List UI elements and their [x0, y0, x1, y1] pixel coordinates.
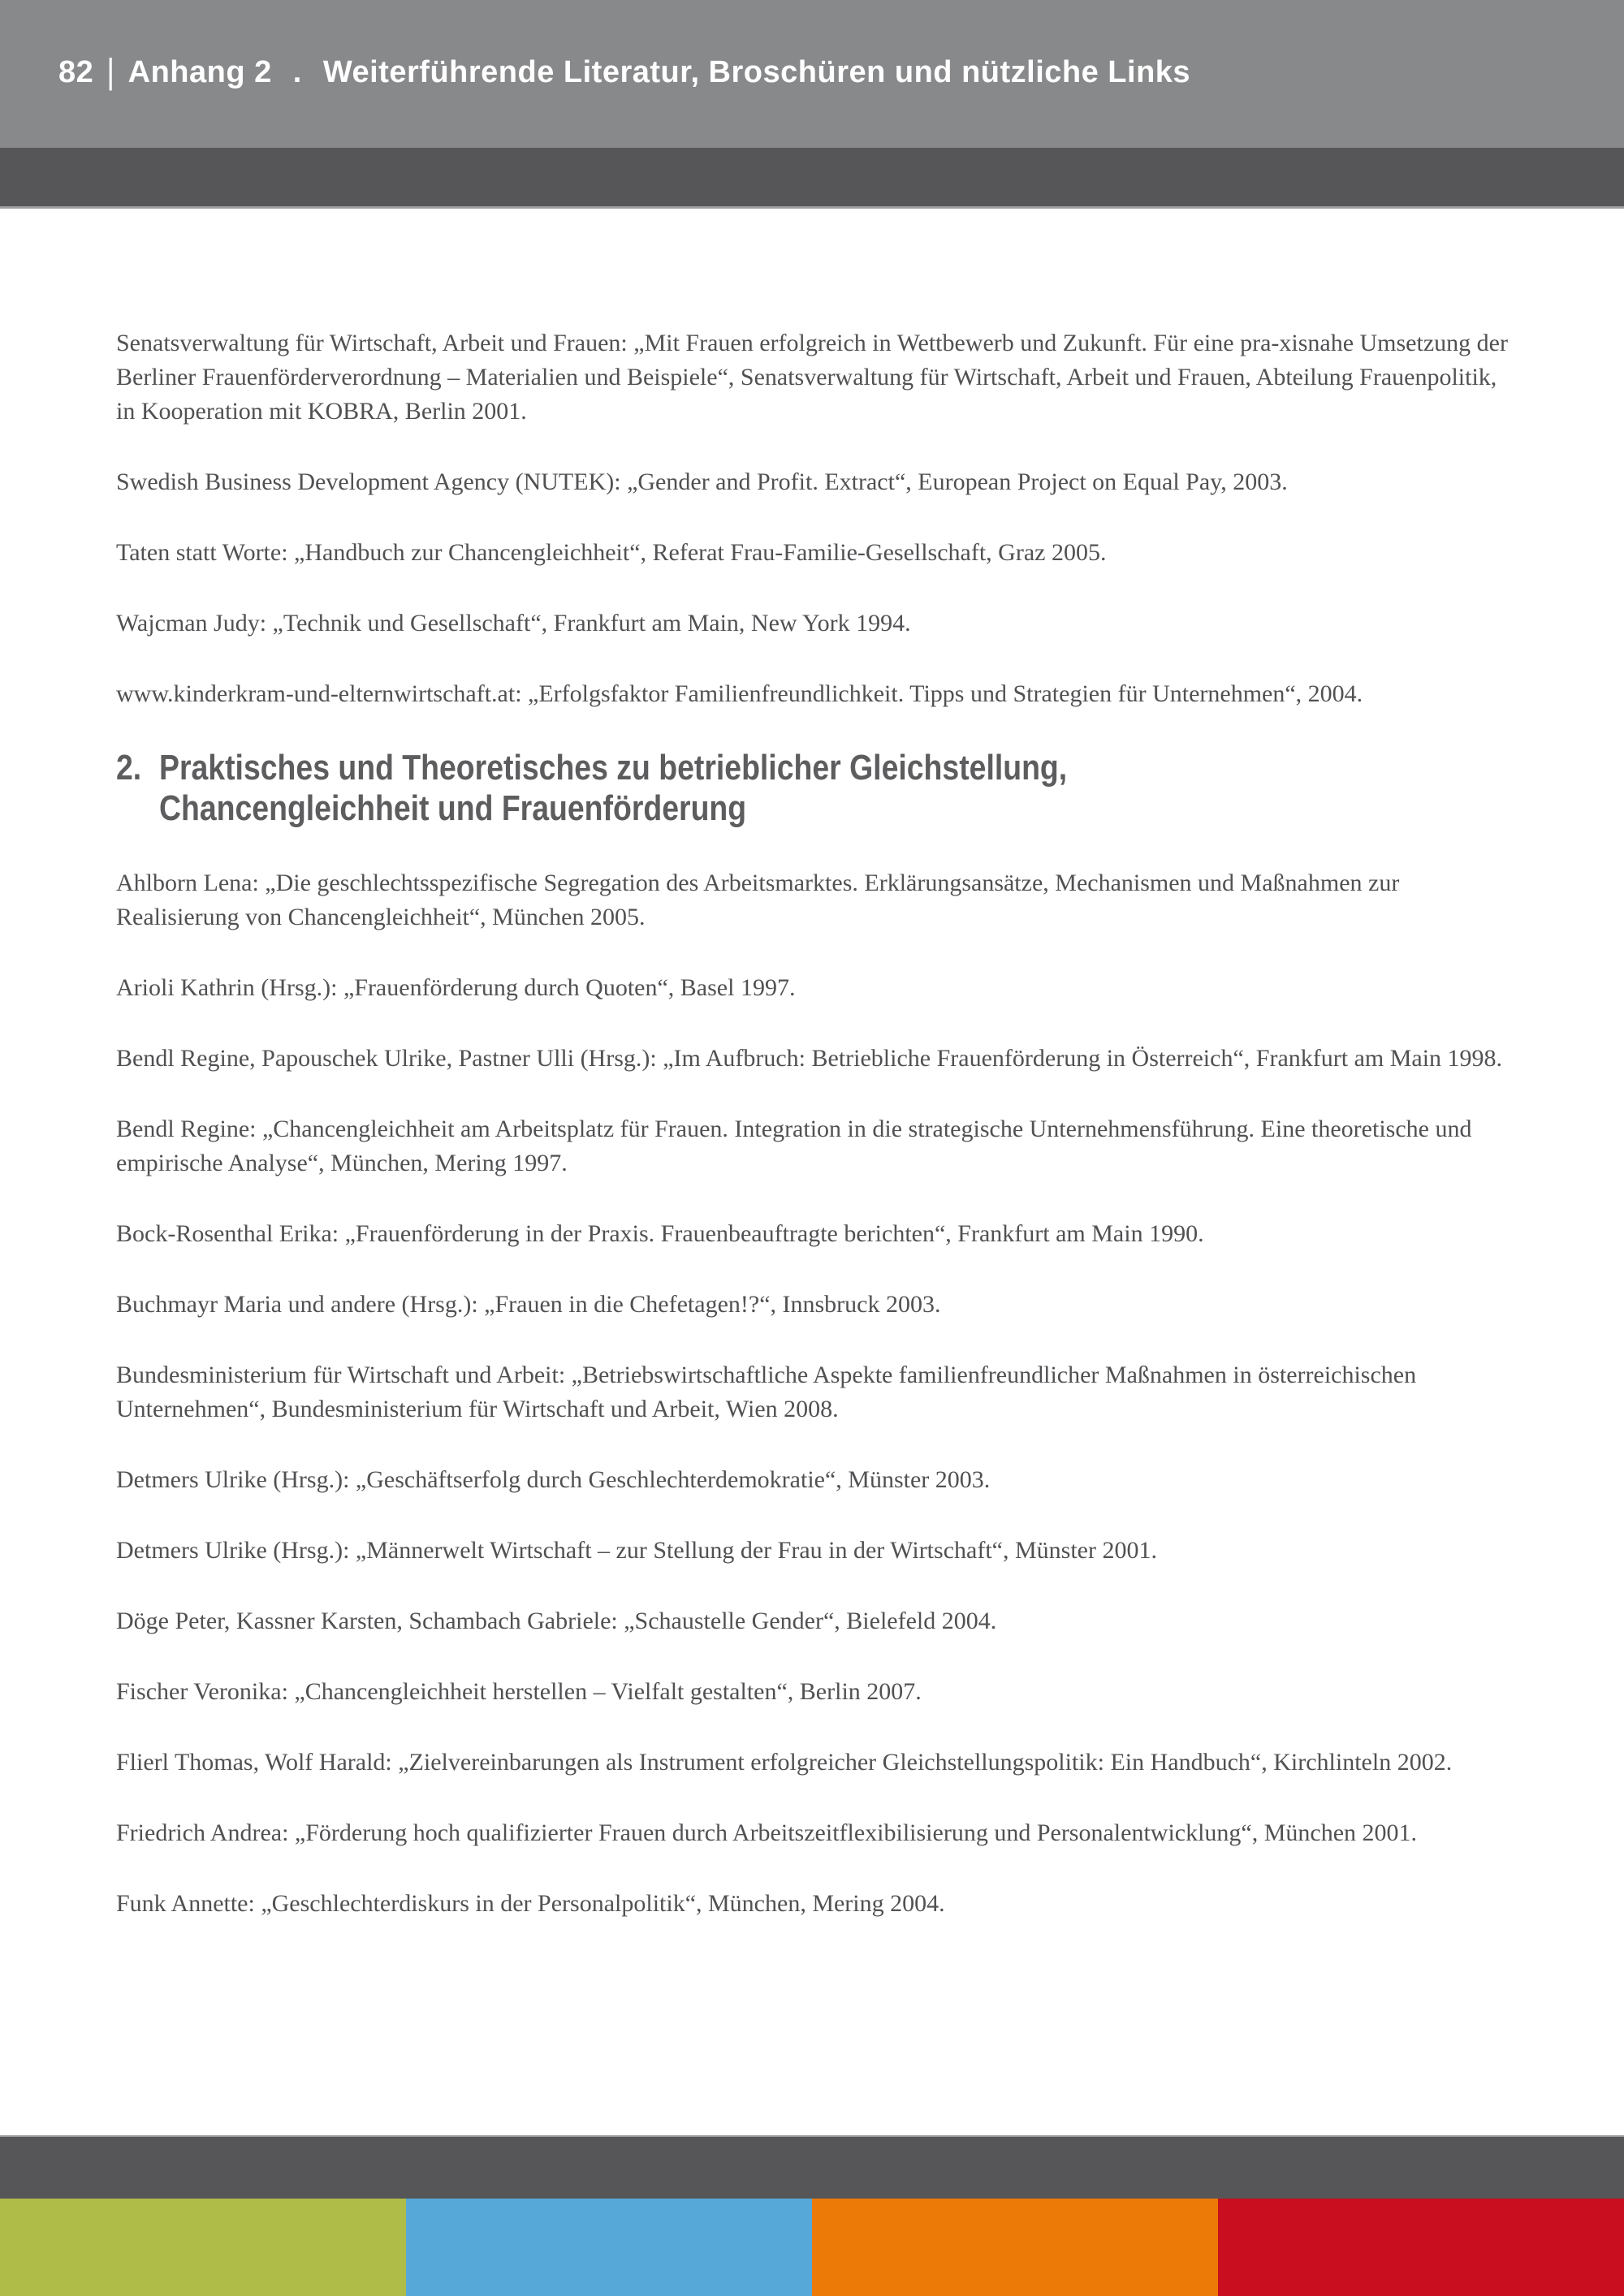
reference-entry: Wajcman Judy: „Technik und Gesellschaft“, Frankfurt am Main, New York 1994.: [116, 610, 911, 637]
header-separator-bar: |: [106, 52, 115, 92]
reference-entry: Bock-Rosenthal Erika: „Frauenförderung in der Praxis. Frauenbeauftragte berichten“, Frankfurt am Main 1990.: [116, 1220, 1204, 1247]
reference-entry: Buchmayr Maria und andere (Hrsg.): „Frauen in die Chefetagen!?“, Innsbruck 2003.: [116, 1291, 941, 1318]
page-header-text: [58, 52, 1191, 92]
reference-entry: Arioli Kathrin (Hrsg.): „Frauenförderung durch Quoten“, Basel 1997.: [116, 974, 796, 1001]
footer-color-bars: [0, 2199, 1624, 2296]
reference-entry: Bundesministerium für Wirtschaft und Arbeit: „Betriebswirtschaftliche Aspekte familienfreundlicher Maßnahmen in österreichischen Unternehmen“, Bundesministerium für Wirtschaft und Arbeit, Wien 2008.: [116, 1362, 1417, 1422]
content-area: [0, 209, 1624, 2135]
reference-entry: Senatsverwaltung für Wirtschaft, Arbeit und Frauen: „Mit Frauen erfolgreich in Wettbewerb und Zukunft. Für eine pra-xisnahe Umsetzung der Berliner Frauenförderverordnung – Materialien und Beispiele“, Senatsverwaltung für Wirtschaft, Arbeit und Frauen, Abteilung Frauenpolitik, in Kooperation mit KOBRA, Berlin 2001.: [116, 330, 1508, 425]
reference-entry: Bendl Regine, Papouschek Ulrike, Pastner Ulli (Hrsg.): „Im Aufbruch: Betriebliche Frauenförderung in Österreich“, Frankfurt am Main 1998.: [116, 1045, 1503, 1072]
header-dark-band: [0, 148, 1624, 209]
section-heading: [116, 748, 1521, 829]
references-list-top: [116, 326, 1521, 711]
page-number: 82: [58, 54, 94, 89]
footer-bar-red: [1218, 2199, 1624, 2296]
references-list-main: [116, 866, 1521, 1921]
footer-dark-bar: [0, 2135, 1624, 2199]
reference-entry: Detmers Ulrike (Hrsg.): „Männerwelt Wirtschaft – zur Stellung der Frau in der Wirtschaft“, Münster 2001.: [116, 1537, 1157, 1564]
footer-bar-orange: [812, 2199, 1218, 2296]
section-heading-text: [159, 748, 1228, 829]
header-section-label: Anhang 2: [127, 54, 272, 89]
reference-entry: Taten statt Worte: „Handbuch zur Chancengleichheit“, Referat Frau-Familie-Gesellschaft, Graz 2005.: [116, 539, 1107, 566]
header-separator-dot: .: [292, 54, 302, 89]
reference-entry: Bendl Regine: „Chancengleichheit am Arbeitsplatz für Frauen. Integration in die strategische Unternehmensführung. Eine theoretische und empirische Analyse“, München, Mering 1997.: [116, 1116, 1472, 1176]
footer-bar-blue: [406, 2199, 812, 2296]
reference-entry: Funk Annette: „Geschlechterdiskurs in der Personalpolitik“, München, Mering 2004.: [116, 1890, 945, 1917]
section-heading-number: 2.: [116, 748, 142, 788]
reference-entry: Flierl Thomas, Wolf Harald: „Zielvereinbarungen als Instrument erfolgreicher Gleichstellungspolitik: Ein Handbuch“, Kirchlinteln 2002.: [116, 1749, 1453, 1776]
reference-entry: www.kinderkram-und-elternwirtschaft.at: „Erfolgsfaktor Familienfreundlichkeit. Tipps und Strategien für Unternehmen“, 2004.: [116, 680, 1363, 707]
section-heading-line: Praktisches und Theoretisches zu betrieblicher Gleichstellung,: [159, 748, 1068, 788]
reference-entry: Fischer Veronika: „Chancengleichheit herstellen – Vielfalt gestalten“, Berlin 2007.: [116, 1678, 922, 1705]
page-header-bar: [0, 0, 1624, 148]
header-title: Weiterführende Literatur, Broschüren und nützliche Links: [322, 54, 1191, 89]
reference-entry: Friedrich Andrea: „Förderung hoch qualifizierter Frauen durch Arbeitszeitflexibilisierung und Personalentwicklung“, München 2001.: [116, 1819, 1418, 1846]
reference-entry: Swedish Business Development Agency (NUTEK): „Gender and Profit. Extract“, European Project on Equal Pay, 2003.: [116, 468, 1288, 495]
section-heading-line: Chancengleichheit und Frauenförderung: [159, 788, 747, 828]
footer-bar-green: [0, 2199, 406, 2296]
reference-entry: Detmers Ulrike (Hrsg.): „Geschäftserfolg durch Geschlechterdemokratie“, Münster 2003.: [116, 1466, 991, 1493]
reference-entry: Döge Peter, Kassner Karsten, Schambach Gabriele: „Schaustelle Gender“, Bielefeld 2004.: [116, 1608, 997, 1634]
reference-entry: Ahlborn Lena: „Die geschlechtsspezifische Segregation des Arbeitsmarktes. Erklärungsansätze, Mechanismen und Maßnahmen zur Realisierung von Chancengleichheit“, München 2005.: [116, 870, 1400, 930]
